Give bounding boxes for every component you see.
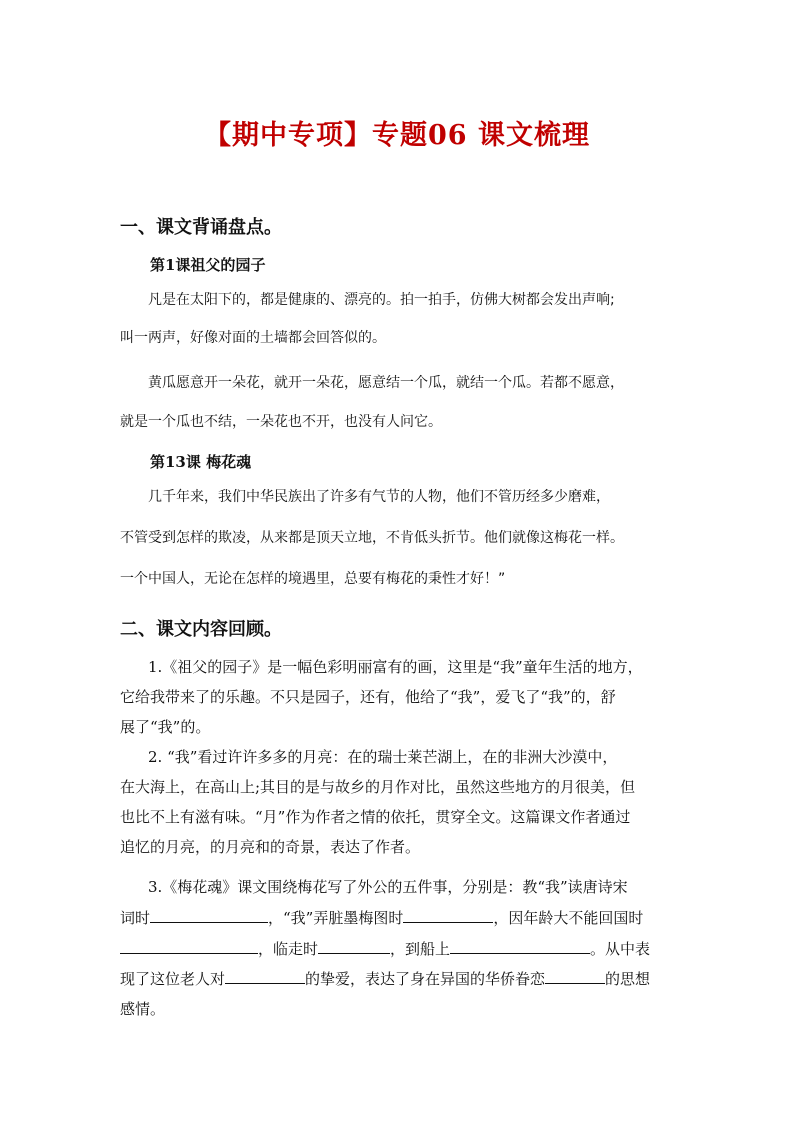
page-title: 【期中专项】专题06 课文梳理 (204, 120, 590, 151)
q3-text: ，到船上 (390, 940, 451, 958)
fill-blank[interactable] (120, 938, 258, 954)
question-2-line: 2. “我”看过许许多多的月亮：在的瑞士莱芒湖上，在的非洲大沙漠中， (148, 748, 618, 766)
fill-blank[interactable] (318, 938, 390, 954)
paragraph-line: 凡是在太阳下的，都是健康的、漂亮的。拍一拍手，仿佛大树都会发出声响; (148, 292, 615, 308)
q3-text: 。从中表 (590, 940, 651, 958)
question-3-line (120, 938, 650, 959)
lesson-title-grandfather-garden: 第1课祖父的园子 (150, 256, 266, 274)
paragraph-line: 叫一两声，好像对面的土墙都会回答似的。 (120, 330, 386, 346)
section-heading-recitation: 一、课文背诵盘点。 (120, 217, 282, 238)
question-1-line: 展了“我”的。 (120, 718, 211, 736)
question-2-line: 追忆的月亮，的月亮和的奇景，表达了作者。 (120, 838, 421, 856)
paragraph-line: 不管受到怎样的欺凌，从来都是顶天立地，不肯低头折节。他们就像这梅花一样。 (120, 530, 624, 546)
paragraph-line: 几千年来，我们中华民族出了许多有气节的人物，他们不管历经多少磨难， (148, 489, 610, 505)
paragraph-line: 就是一个瓜也不结，一朵花也不开，也没有人问它。 (120, 414, 442, 430)
question-3-line (120, 968, 650, 989)
section-heading-review: 二、课文内容回顾。 (120, 619, 282, 640)
q3-text: ，临走时 (258, 940, 319, 958)
question-3-line: 感情。 (120, 1000, 166, 1018)
q3-text: ，“我”弄脏墨梅图时 (268, 909, 404, 927)
paragraph-line: 一个中国人，无论在怎样的境遇里，总要有梅花的秉性才好！” (120, 571, 506, 587)
fill-blank[interactable] (150, 907, 268, 923)
fill-blank[interactable] (545, 968, 605, 984)
question-1-line: 1.《祖父的园子》是一幅色彩明丽富有的画，这里是“我”童年生活的地方， (148, 658, 643, 676)
q3-text: 现了这位老人对 (120, 970, 226, 988)
q3-text: 的思想 (605, 970, 651, 988)
paragraph-line: 黄瓜愿意开一朵花，就开一朵花，愿意结一个瓜，就结一个瓜。若都不愿意， (148, 375, 624, 391)
q3-text: 词时 (120, 909, 151, 927)
question-2-line: 在大海上，在高山上;其目的是与故乡的月作对比，虽然这些地方的月很美，但 (120, 778, 636, 796)
question-3-line (120, 907, 643, 928)
fill-blank[interactable] (403, 907, 493, 923)
question-3-line: 3.《梅花魂》课文围绕梅花写了外公的五件事，分别是：教“我”读唐诗宋 (148, 878, 628, 896)
question-2-line: 也比不上有滋有味。“月”作为作者之情的依托，贯穿全文。这篇课文作者通过 (120, 808, 631, 826)
q3-text: ，因年龄大不能回国时 (493, 909, 644, 927)
lesson-title-plum-soul: 第13课 梅花魂 (150, 453, 252, 471)
fill-blank[interactable] (225, 968, 305, 984)
q3-text: 的挚爱，表达了身在异国的华侨眷恋 (305, 970, 546, 988)
fill-blank[interactable] (450, 938, 590, 954)
question-1-line: 它给我带来了的乐趣。不只是园子，还有，他给了“我”，爱飞了“我”的，舒 (120, 688, 616, 706)
